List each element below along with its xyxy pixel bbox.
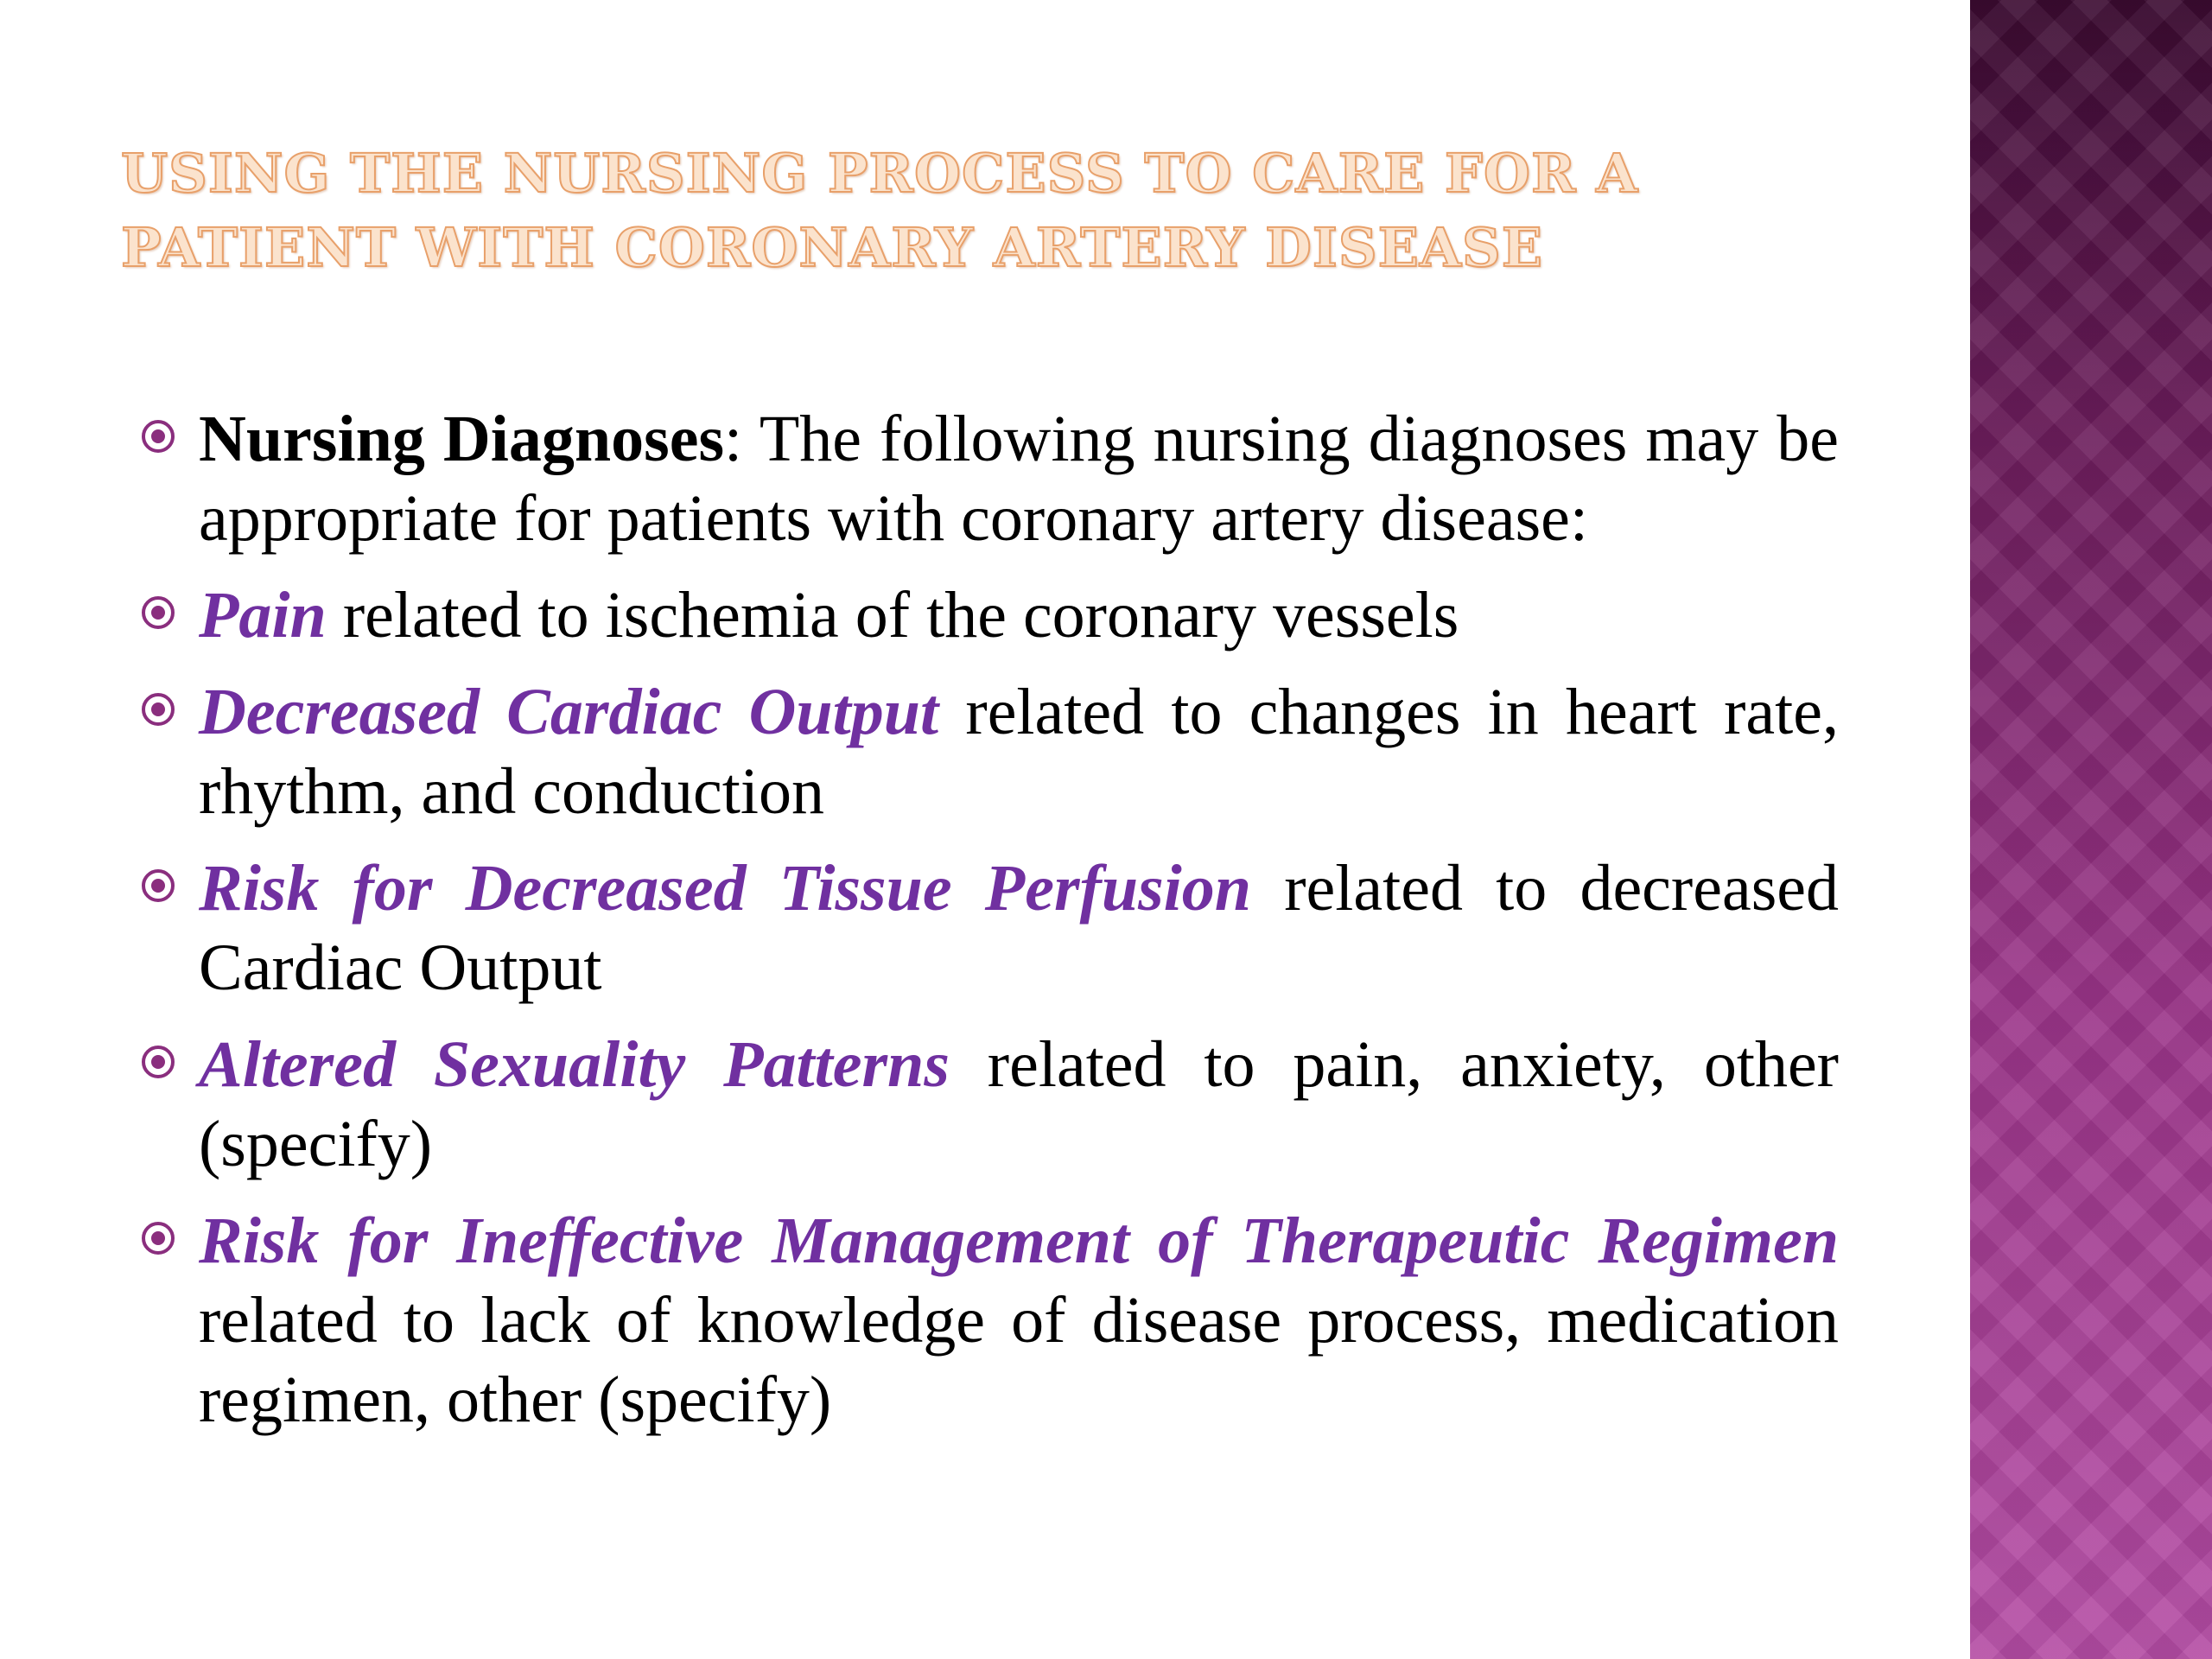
bullet-item-decreased-cardiac-output xyxy=(138,672,1839,831)
circled-dot-icon xyxy=(142,869,175,902)
bullet-term: Decreased Cardiac Output xyxy=(199,676,939,748)
bullet-item-tissue-perfusion xyxy=(138,849,1839,1007)
bullet-text: : The following nursing diagnoses may be appropriate for patients with coronary artery disease: xyxy=(199,403,1840,555)
bullet-text: related to decreased Cardiac Output xyxy=(199,852,1839,1004)
circled-dot-icon xyxy=(142,1046,175,1078)
bullet-text: related to lack of knowledge of disease process, medication regimen, other (specify) xyxy=(199,1284,1839,1436)
bullet-list xyxy=(138,399,1839,1457)
circled-dot-icon xyxy=(142,596,175,629)
bullet-term: Altered Sexuality Patterns xyxy=(199,1028,950,1101)
circled-dot-icon xyxy=(142,693,175,726)
bullet-term: Risk for Ineffective Management of Therapeutic Regimen xyxy=(199,1205,1839,1277)
bullet-text: related to changes in heart rate, rhythm, and conduction xyxy=(199,676,1839,828)
bullet-item-pain xyxy=(138,575,1839,655)
circled-dot-icon xyxy=(142,1222,175,1255)
bullet-item-therapeutic-regimen xyxy=(138,1201,1839,1440)
bullet-term: Nursing Diagnoses xyxy=(199,403,725,475)
bullet-text: related to pain, anxiety, other (specify) xyxy=(199,1028,1839,1180)
bullet-item-nursing-diagnoses xyxy=(138,399,1839,558)
circled-dot-icon xyxy=(142,420,175,453)
bullet-item-sexuality-patterns xyxy=(138,1025,1839,1184)
bullet-text: related to ischemia of the coronary vessels xyxy=(326,579,1459,652)
slide-title: USING THE NURSING PROCESS TO CARE FOR A PATIENT WITH CORONARY ARTERY DISEASE xyxy=(121,142,1639,279)
bullet-term: Risk for Decreased Tissue Perfusion xyxy=(199,852,1252,925)
decorative-side-band xyxy=(1970,0,2212,1659)
bullet-term: Pain xyxy=(199,579,327,652)
